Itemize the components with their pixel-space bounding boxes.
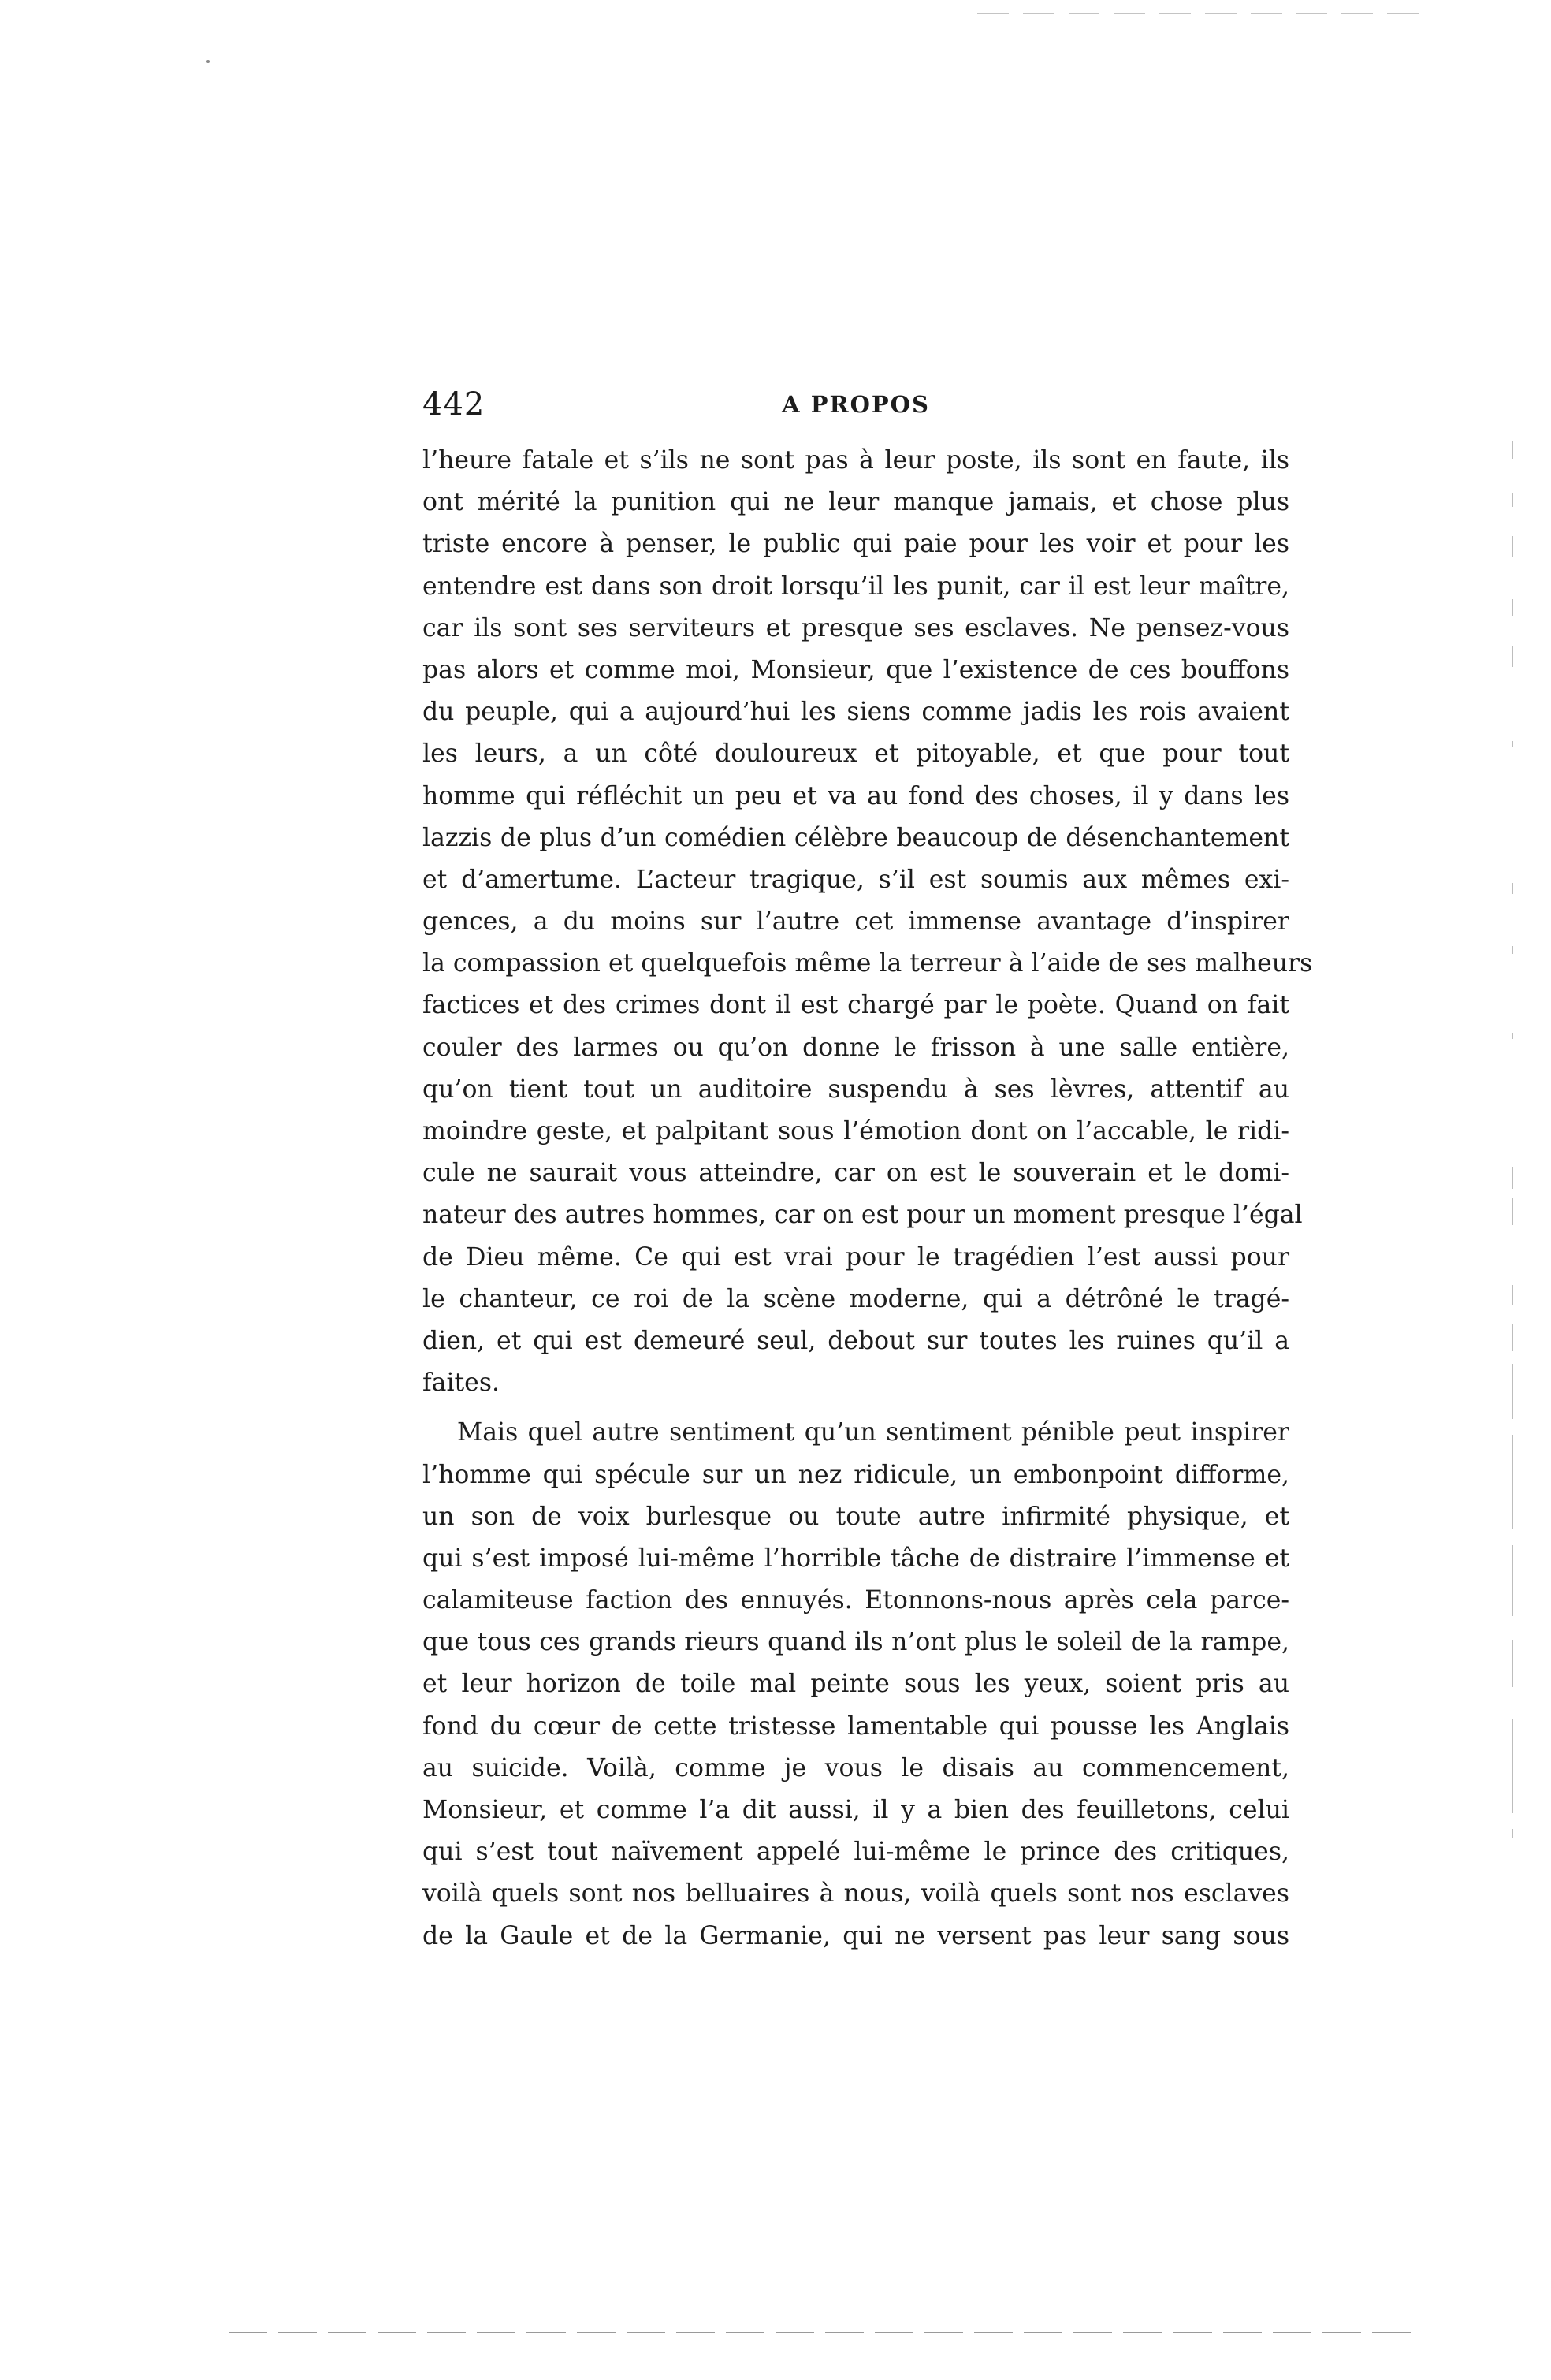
text-line: nateur des autres hommes, car on est pour un moment presque l’égal [422,1201,1303,1230]
text-line: triste encore à penser, le public qui paie pour les voir et pour les [422,530,1289,559]
scan-top-edge-dashes [977,13,1419,16]
text-line: voilà quels sont nos belluaires à nous, voilà quels sont nos esclaves [422,1879,1289,1909]
text-line: au suicide. Voilà, comme je vous le disais au commencement, [422,1753,1289,1782]
text-line: le chanteur, ce roi de la scène moderne, qui a détrôné le tragé- [422,1284,1289,1313]
text-line: de la Gaule et de la Germanie, qui ne versent pas leur sang sous [422,1921,1289,1950]
running-head: A PROPOS [782,391,930,418]
scan-right-margin-marks [1512,410,1516,1908]
text-line: dien, et qui est demeuré seul, debout sur toutes les ruines qu’il a [422,1326,1289,1355]
text-line: qui s’est tout naïvement appelé lui-même le prince des critiques, [422,1838,1289,1867]
text-line: ont mérité la punition qui ne leur manque jamais, et chose plus [422,488,1289,517]
paragraph-1 [422,440,1313,1404]
page-header [422,378,1289,441]
text-line: cule ne saurait vous atteindre, car on est le souverain et le domi- [422,1159,1289,1188]
scan-speck [206,60,210,63]
scan-bottom-edge-dashes [229,2332,1411,2337]
text-line: homme qui réfléchit un peu et va au fond des choses, il y dans les [422,781,1289,810]
text-line: du peuple, qui a aujourd’hui les siens comme jadis les rois avaient [422,698,1289,727]
text-line: car ils sont ses serviteurs et presque ses esclaves. Ne pensez-vous [422,613,1289,642]
text-line: les leurs, a un côté douloureux et pitoyable, et que pour tout [422,739,1289,769]
text-line: fond du cœur de cette tristesse lamentable qui pousse les Anglais [422,1711,1289,1741]
text-line: l’heure fatale et s’ils ne sont pas à leur poste, ils sont en faute, ils [422,446,1289,475]
text-line: et leur horizon de toile mal peinte sous les yeux, soient pris au [422,1670,1289,1699]
text-line: faites. [422,1369,500,1398]
text-line: couler des larmes ou qu’on donne le frisson à une salle entière, [422,1033,1289,1062]
text-line: moindre geste, et palpitant sous l’émotion dont on l’accable, le ridi- [422,1117,1289,1145]
text-line: calamiteuse faction des ennuyés. Etonnons-nous après cela parce- [422,1586,1289,1615]
text-line: que tous ces grands rieurs quand ils n’ont plus le soleil de la rampe, [422,1628,1289,1657]
page-number: 442 [422,386,485,423]
text-line: factices et des crimes dont il est chargé par le poète. Quand on fait [422,991,1289,1020]
text-line: un son de voix burlesque ou toute autre infirmité physique, et [422,1502,1289,1531]
text-line: qui s’est imposé lui-même l’horrible tâche de distraire l’immense et [422,1544,1289,1573]
text-line: pas alors et comme moi, Monsieur, que l’existence de ces bouffons [422,655,1289,684]
text-line: l’homme qui spécule sur un nez ridicule, un embonpoint difforme, [422,1460,1289,1489]
paragraph-2 [422,1412,1289,1957]
text-line: de Dieu même. Ce qui est vrai pour le tragédien l’est aussi pour [422,1242,1289,1272]
text-line: lazzis de plus d’un comédien célèbre beaucoup de désenchantement [422,823,1289,852]
text-line: la compassion et quelquefois même la terreur à l’aide de ses malheurs [422,949,1313,978]
text-line: entendre est dans son droit lorsqu’il les punit, car il est leur maître, [422,572,1289,601]
body-text [422,440,1313,1957]
text-line: gences, a du moins sur l’autre cet immense avantage d’inspirer [422,907,1289,937]
text-line: Monsieur, et comme l’a dit aussi, il y a bien des feuilletons, celui [422,1796,1289,1824]
text-line: qu’on tient tout un auditoire suspendu à ses lèvres, attentif au [422,1075,1289,1104]
text-line: Mais quel autre sentiment qu’un sentiment pénible peut inspirer [457,1418,1289,1447]
text-line: et d’amertume. L’acteur tragique, s’il est soumis aux mêmes exi- [422,865,1289,894]
